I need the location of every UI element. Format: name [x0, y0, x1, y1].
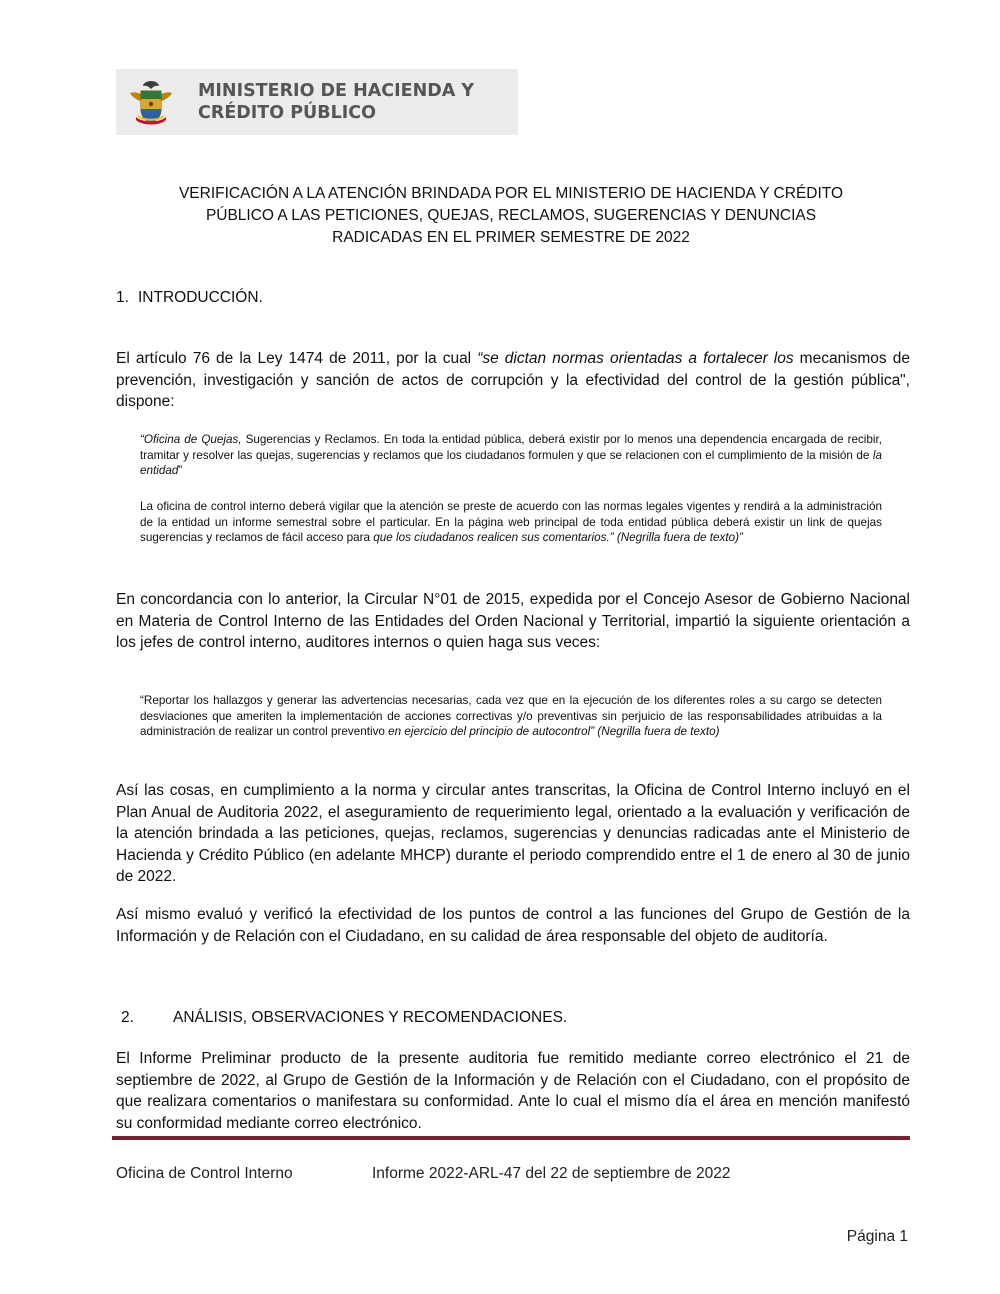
italic-quote-text: “Oficina de Quejas, — [140, 433, 242, 446]
section-title: INTRODUCCIÓN. — [138, 289, 263, 306]
section-heading-analysis — [121, 1008, 567, 1028]
coat-of-arms-icon — [126, 77, 176, 127]
paragraph-circular: En concordancia con lo anterior, la Circular N°01 de 2015, expedida por el Concejo Asesor de Gobierno Nacional en Materia de Control Interno de las Entidades del Orden Nacional y Territorial, impartió la siguiente orientación a los jefes de control interno, auditores internos o quien haga sus veces: — [116, 591, 910, 651]
title-line-3: RADICADAS EN EL PRIMER SEMESTRE DE 2022 — [332, 229, 690, 246]
quote-complaints-office — [140, 432, 882, 479]
ministry-name-line1: MINISTERIO DE HACIENDA Y — [198, 81, 475, 101]
section-title: ANÁLISIS, OBSERVACIONES Y RECOMENDACIONES. — [173, 1009, 568, 1026]
footer-report-reference: Informe 2022-ARL-47 del 22 de septiembre de 2022 — [372, 1165, 731, 1182]
footer-office: Oficina de Control Interno — [116, 1165, 293, 1182]
footer-divider — [112, 1136, 910, 1140]
italic-quote-text: que los ciudadanos realicen sus comentarios.” (Negrilla fuera de texto)” — [373, 531, 743, 545]
quote-report-findings — [140, 693, 882, 740]
section-number: 2. — [121, 1009, 134, 1026]
ministry-header — [116, 69, 518, 135]
italic-quote-text: “se dictan normas orientadas a fortalecer los — [477, 350, 794, 367]
paragraph-text: mecanismos de prevención, investigación y sanción de actos de corrupción y la efectividad del control de la gestión pública", dispone: — [116, 350, 910, 410]
document-title — [112, 183, 910, 249]
section-heading-introduction — [116, 288, 263, 308]
ministry-name — [198, 80, 474, 124]
quote-text: Sugerencias y Reclamos. En toda la entidad pública, deberá existir por lo menos una dependencia encargada de recibir, tramitar y resolver las quejas, sugerencias y reclamos que los ciudadanos formulen y que se relacionen con el cumplimiento de la misión de — [140, 433, 882, 462]
title-line-1: VERIFICACIÓN A LA ATENCIÓN BRINDADA POR EL MINISTERIO DE HACIENDA Y CRÉDITO — [178, 185, 844, 202]
paragraph-control-evaluation: Así mismo evaluó y verificó la efectividad de los puntos de control a las funciones del Grupo de Gestión de la Información y de Relación con el Ciudadano, en su calidad de área responsable del objeto de auditoría. — [116, 906, 910, 945]
quote-internal-control — [140, 499, 882, 546]
quote-text: ” — [178, 464, 183, 478]
paragraph-audit-plan: Así las cosas, en cumplimiento a la norma y circular antes transcritas, la Oficina de Control Interno incluyó en el Plan Anual de Auditoria 2022, el aseguramiento de requerimiento legal, orientado a la evaluación y verificación de la atención brindada a las peticiones, quejas, reclamos, sugerencias y denuncias radicadas ante el Ministerio de Hacienda y Crédito Público (en adelante MHCP) durante el periodo comprendido entre el 1 de enero al 30 de junio de 2022. — [116, 782, 910, 885]
quote-text: La oficina de control interno deberá vigilar que la atención se preste de acuerdo con las normas legales vigentes y rendirá a la administración de la entidad un informe semestral sobre el particular. En la página web principal de toda entidad pública deberá existir un link de quejas sugerencias y reclamos de fácil acceso para — [140, 500, 882, 545]
italic-quote-text: en ejercicio del principio de autocontrol” (Negrilla fuera de texto) — [388, 725, 720, 739]
paragraph-preliminary-report: El Informe Preliminar producto de la presente auditoria fue remitido mediante correo electrónico el 21 de septiembre de 2022, al Grupo de Gestión de la Información y de Relación con el Ciudadano, con el propósito de que realizara comentarios o manifestara su conformidad. Ante lo cual el mismo día el área en mención manifestó su conformidad mediante correo electrónico. — [116, 1050, 910, 1132]
ministry-name-line2: CRÉDITO PÚBLICO — [198, 103, 376, 123]
title-line-2: PÚBLICO A LAS PETICIONES, QUEJAS, RECLAMOS, SUGERENCIAS Y DENUNCIAS — [205, 207, 817, 224]
italic-quote-text: la entidad — [140, 448, 882, 478]
quote-text: “Reportar los hallazgos y generar las advertencias necesarias, cada vez que en la ejecución de los diferentes roles a su cargo se detecten desviaciones que ameriten la implementación de acciones correctivas y/o preventivas sin perjuicio de las responsabilidades atribuidas a la administración de realizar un control preventivo — [140, 694, 882, 739]
section-number: 1. — [116, 289, 129, 306]
paragraph-law-reference — [116, 348, 910, 413]
page-number: Página 1 — [846, 1228, 908, 1245]
paragraph-text: El artículo 76 de la Ley 1474 de 2011, por la cual — [116, 350, 478, 367]
